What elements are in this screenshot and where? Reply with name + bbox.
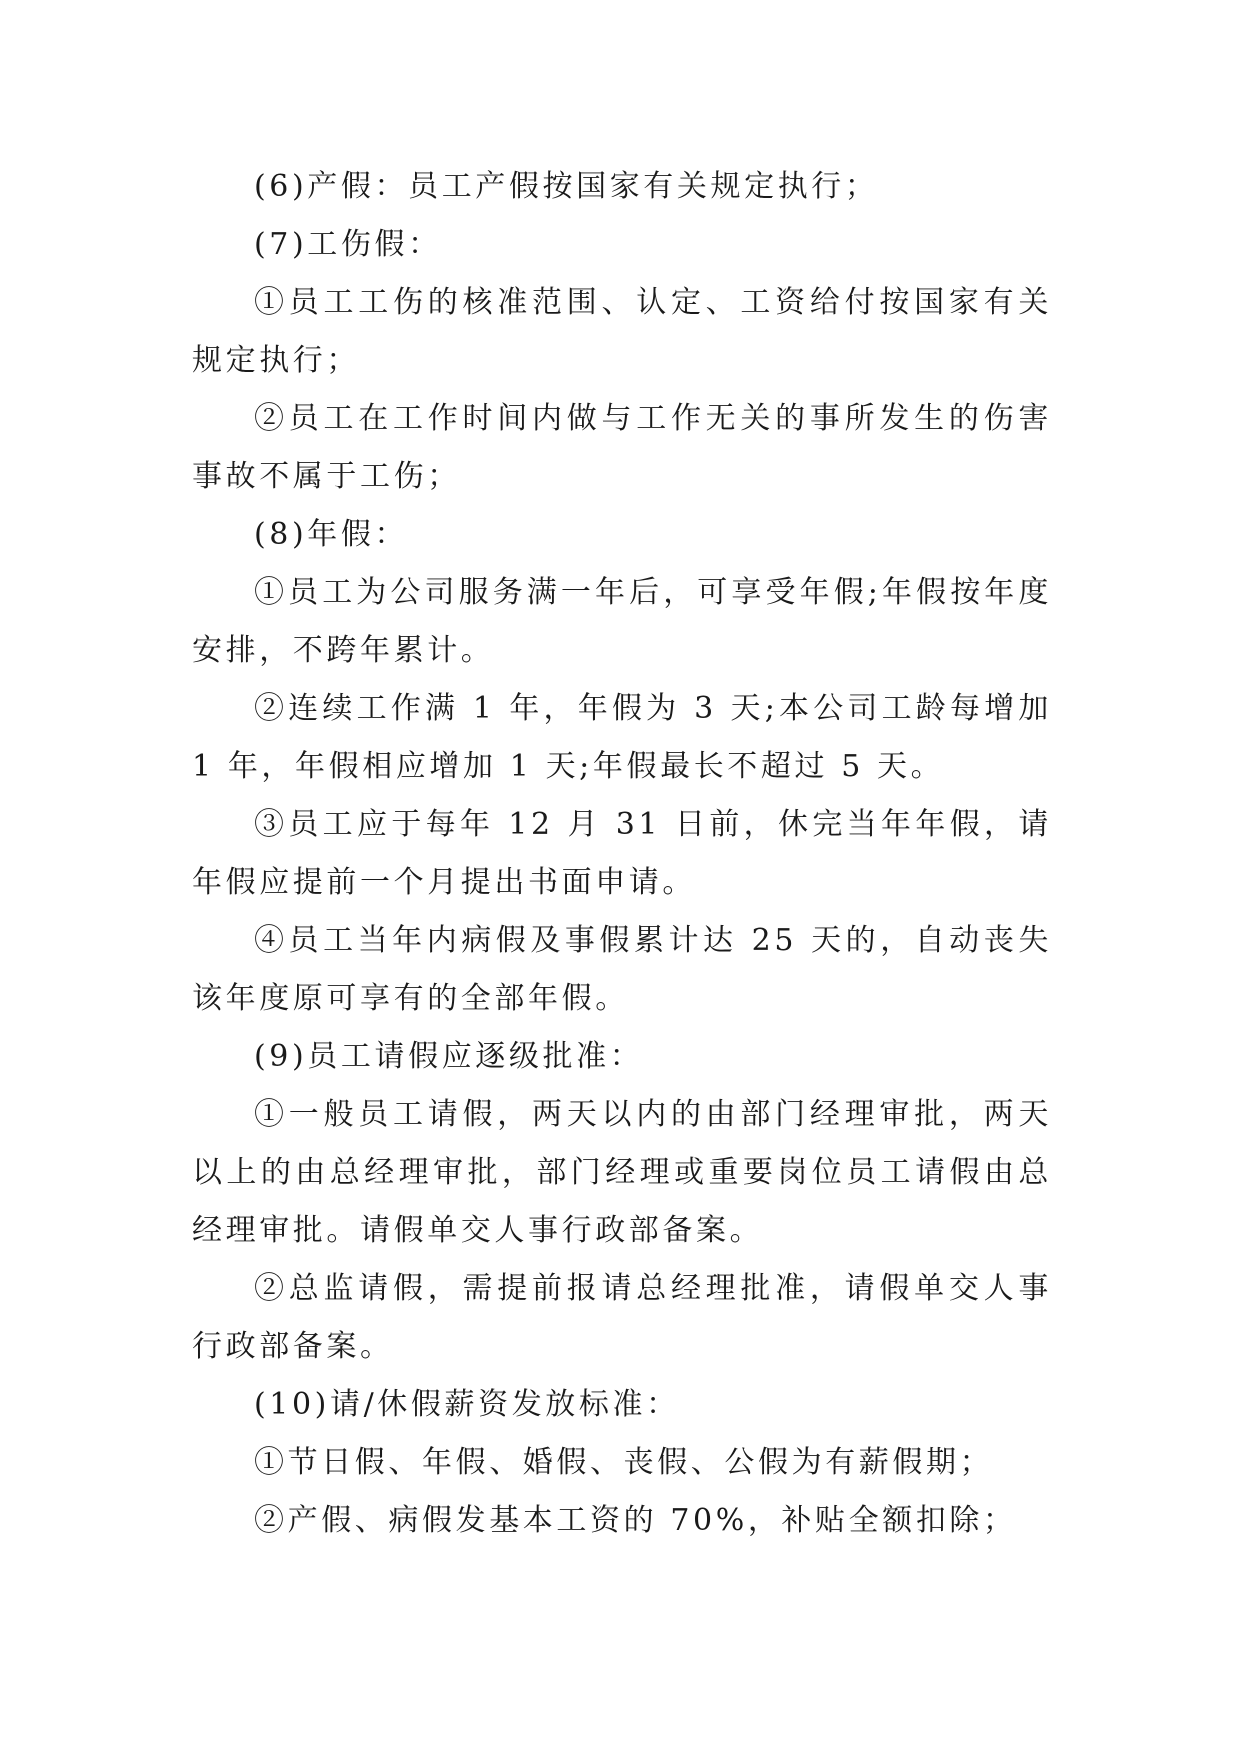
paragraph-pay-standard-heading: (10)请/休假薪资发放标准： — [254, 1387, 680, 1422]
paragraph-annual-leave-1: ①员工为公司服务满一年后，可享受年假;年假按年度安排，不跨年累计。 — [192, 575, 1052, 668]
paragraph-approval-heading: (9)员工请假应逐级批准： — [254, 1039, 644, 1074]
paragraph-approval-1: ①一般员工请假，两天以内的由部门经理审批，两天以上的由总经理审批，部门经理或重要岗位员工请假由总经理审批。请假单交人事行政部备案。 — [192, 1097, 1052, 1248]
paragraph-pay-standard-1: ①节日假、年假、婚假、丧假、公假为有薪假期； — [254, 1445, 994, 1480]
paragraph-pay-standard-2: ②产假、病假发基本工资的 70%，补贴全额扣除； — [254, 1503, 1017, 1538]
paragraph-approval-2: ②总监请假，需提前报请总经理批准，请假单交人事行政部备案。 — [192, 1271, 1052, 1364]
paragraph-work-injury-1: ①员工工伤的核准范围、认定、工资给付按国家有关规定执行； — [192, 285, 1052, 378]
paragraph-annual-leave-2: ②连续工作满 1 年，年假为 3 天;本公司工龄每增加 1 年，年假相应增加 1 天;年假最长不超过 5 天。 — [192, 691, 1052, 784]
paragraph-annual-leave-4: ④员工当年内病假及事假累计达 25 天的，自动丧失该年度原可享有的全部年假。 — [192, 923, 1052, 1016]
paragraph-annual-leave-heading: (8)年假： — [254, 517, 409, 552]
paragraph-annual-leave-3: ③员工应于每年 12 月 31 日前，休完当年年假，请年假应提前一个月提出书面申请。 — [192, 807, 1052, 900]
paragraph-work-injury-heading: (7)工伤假： — [254, 227, 442, 262]
paragraph-maternity-leave: (6)产假：员工产假按国家有关规定执行； — [254, 169, 879, 204]
document-page — [192, 158, 1052, 1550]
paragraph-work-injury-2: ②员工在工作时间内做与工作无关的事所发生的伤害事故不属于工伤； — [192, 401, 1052, 494]
